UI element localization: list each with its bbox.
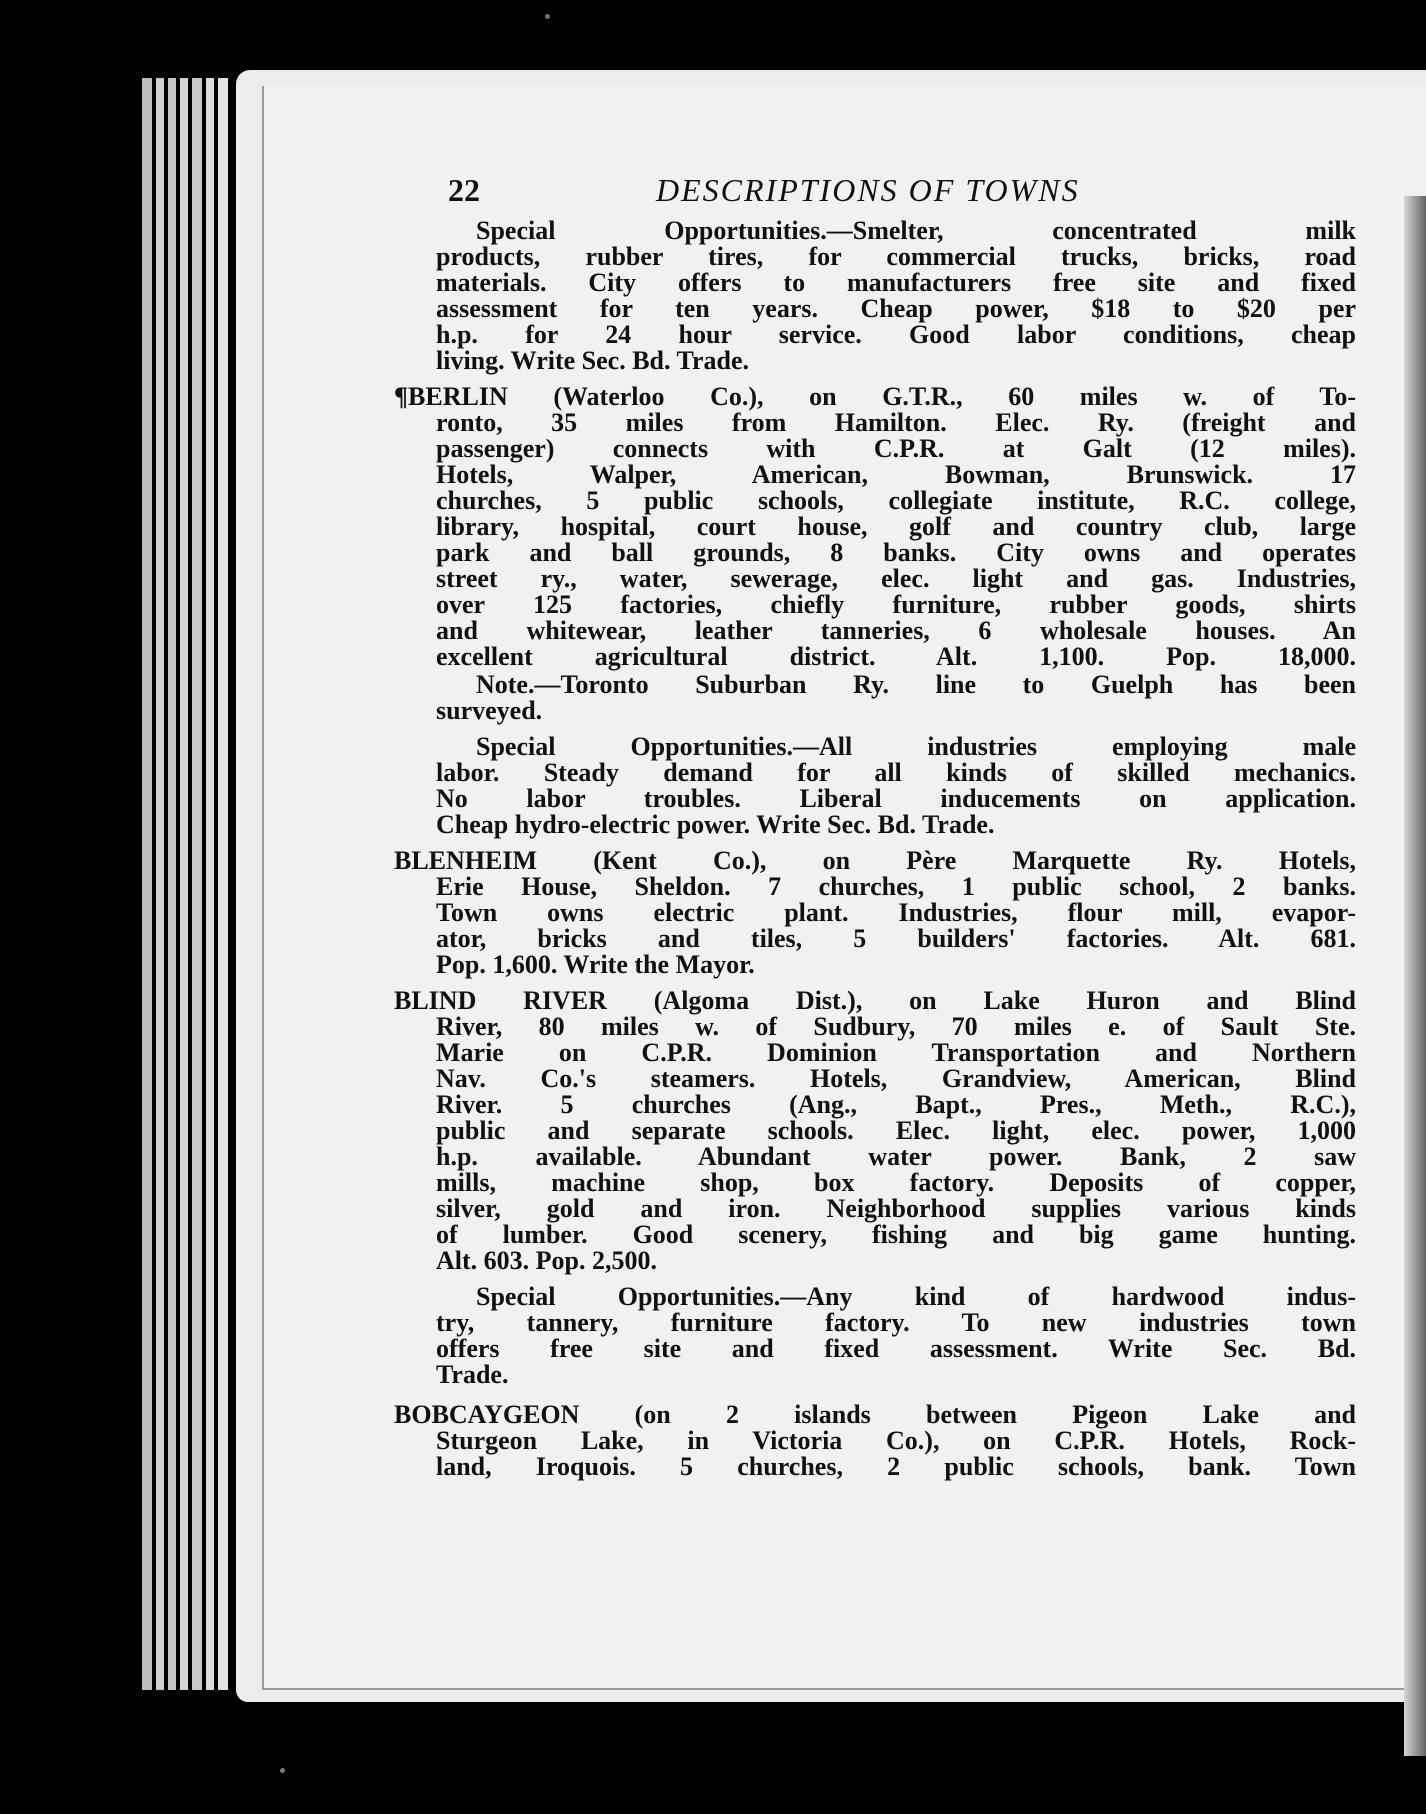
binding-gutter bbox=[1404, 196, 1426, 1756]
text-line: h.p. available. Abundant water power. Bank, 2 saw bbox=[436, 1142, 1356, 1171]
town-entry-blind-river bbox=[394, 986, 1356, 1275]
running-head bbox=[436, 168, 1356, 218]
page-number: 22 bbox=[448, 172, 480, 208]
text-line: BLIND RIVER (Algoma Dist.), on Lake Huron and Blind bbox=[394, 986, 1356, 1015]
text-line: street ry., water, sewerage, elec. light and gas. Industries, bbox=[436, 564, 1356, 593]
page-edge bbox=[192, 78, 202, 1690]
special-opportunities-paragraph bbox=[436, 218, 1356, 374]
text-line: surveyed. bbox=[436, 696, 543, 725]
text-line: Pop. 1,600. Write the Mayor. bbox=[436, 950, 755, 979]
text-line: materials. City offers to manufacturers free site and fixed bbox=[436, 268, 1356, 297]
page-edge bbox=[142, 78, 152, 1690]
text-line: labor. Steady demand for all kinds of skilled mechanics. bbox=[436, 758, 1356, 787]
text-line: of lumber. Good scenery, fishing and big game hunting. bbox=[436, 1220, 1356, 1249]
scan-speck bbox=[280, 1768, 285, 1773]
text-line: park and ball grounds, 8 banks. City owns and operates bbox=[436, 538, 1356, 567]
text-line: offers free site and fixed assessment. Write Sec. Bd. bbox=[436, 1334, 1356, 1363]
text-line: passenger) connects with C.P.R. at Galt (12 miles). bbox=[436, 434, 1356, 463]
text-line: assessment for ten years. Cheap power, $18 to $20 per bbox=[436, 294, 1356, 323]
page-edge bbox=[206, 78, 214, 1690]
text-line: excellent agricultural district. Alt. 1,100. Pop. 18,000. bbox=[436, 642, 1356, 671]
text-line: Alt. 603. Pop. 2,500. bbox=[436, 1246, 657, 1275]
special-opportunities-paragraph bbox=[436, 1284, 1356, 1388]
text-line: Town owns electric plant. Industries, flour mill, evapor- bbox=[436, 898, 1356, 927]
text-line: public and separate schools. Elec. light, elec. power, 1,000 bbox=[436, 1116, 1356, 1145]
text-line: h.p. for 24 hour service. Good labor conditions, cheap bbox=[436, 320, 1356, 349]
page-edge bbox=[180, 78, 188, 1690]
text-line: River. 5 churches (Ang., Bapt., Pres., Meth., R.C.), bbox=[436, 1090, 1356, 1119]
text-line: and whitewear, leather tanneries, 6 wholesale houses. An bbox=[436, 616, 1356, 645]
text-line: silver, gold and iron. Neighborhood supplies various kinds bbox=[436, 1194, 1356, 1223]
text-line: land, Iroquois. 5 churches, 2 public schools, bank. Town bbox=[436, 1452, 1356, 1481]
town-entry-berlin bbox=[394, 382, 1356, 671]
page-edge bbox=[156, 78, 164, 1690]
text-line: River, 80 miles w. of Sudbury, 70 miles e. of Sault Ste. bbox=[436, 1012, 1356, 1041]
text-line: Note.—Toronto Suburban Ry. line to Guelph has been bbox=[476, 670, 1356, 699]
text-line: mills, machine shop, box factory. Deposits of copper, bbox=[436, 1168, 1356, 1197]
page-edge bbox=[168, 78, 176, 1690]
page-title: DESCRIPTIONS OF TOWNS bbox=[656, 172, 1080, 208]
text-line: BOBCAYGEON (on 2 islands between Pigeon Lake and bbox=[394, 1400, 1356, 1429]
town-entry-bobcaygeon bbox=[394, 1400, 1356, 1481]
text-line: churches, 5 public schools, collegiate institute, R.C. college, bbox=[436, 486, 1356, 515]
text-line: Sturgeon Lake, in Victoria Co.), on C.P.R. Hotels, Rock- bbox=[436, 1426, 1356, 1455]
text-line: ronto, 35 miles from Hamilton. Elec. Ry. (freight and bbox=[436, 408, 1356, 437]
text-line: BLENHEIM (Kent Co.), on Père Marquette Ry. Hotels, bbox=[394, 846, 1356, 875]
special-opportunities-paragraph bbox=[436, 734, 1356, 838]
text-line: ator, bricks and tiles, 5 builders' factories. Alt. 681. bbox=[436, 924, 1356, 953]
text-line: Hotels, Walper, American, Bowman, Brunswick. 17 bbox=[436, 460, 1356, 489]
text-line: try, tannery, furniture factory. To new industries town bbox=[436, 1308, 1356, 1337]
text-line: ¶BERLIN (Waterloo Co.), on G.T.R., 60 miles w. of To- bbox=[394, 382, 1356, 411]
text-line: Trade. bbox=[436, 1360, 509, 1389]
text-line: No labor troubles. Liberal inducements on application. bbox=[436, 784, 1356, 813]
page-edge bbox=[218, 78, 228, 1690]
text-line: Marie on C.P.R. Dominion Transportation and Northern bbox=[436, 1038, 1356, 1067]
text-line: Special Opportunities.—Any kind of hardwood indus- bbox=[476, 1282, 1356, 1311]
text-line: Special Opportunities.—Smelter, concentrated milk bbox=[476, 216, 1356, 245]
text-line: products, rubber tires, for commercial trucks, bricks, road bbox=[436, 242, 1356, 271]
town-entry-blenheim bbox=[394, 846, 1356, 979]
scan-speck bbox=[545, 14, 550, 19]
text-line: Special Opportunities.—All industries employing male bbox=[476, 732, 1356, 761]
text-line: Nav. Co.'s steamers. Hotels, Grandview, American, Blind bbox=[436, 1064, 1356, 1093]
text-line: Cheap hydro-electric power. Write Sec. Bd. Trade. bbox=[436, 810, 995, 839]
note-paragraph bbox=[436, 672, 1356, 724]
text-line: living. Write Sec. Bd. Trade. bbox=[436, 346, 749, 375]
text-line: Erie House, Sheldon. 7 churches, 1 public school, 2 banks. bbox=[436, 872, 1356, 901]
text-line: library, hospital, court house, golf and country club, large bbox=[436, 512, 1356, 541]
text-line: over 125 factories, chiefly furniture, rubber goods, shirts bbox=[436, 590, 1356, 619]
page-content bbox=[394, 168, 1356, 1490]
